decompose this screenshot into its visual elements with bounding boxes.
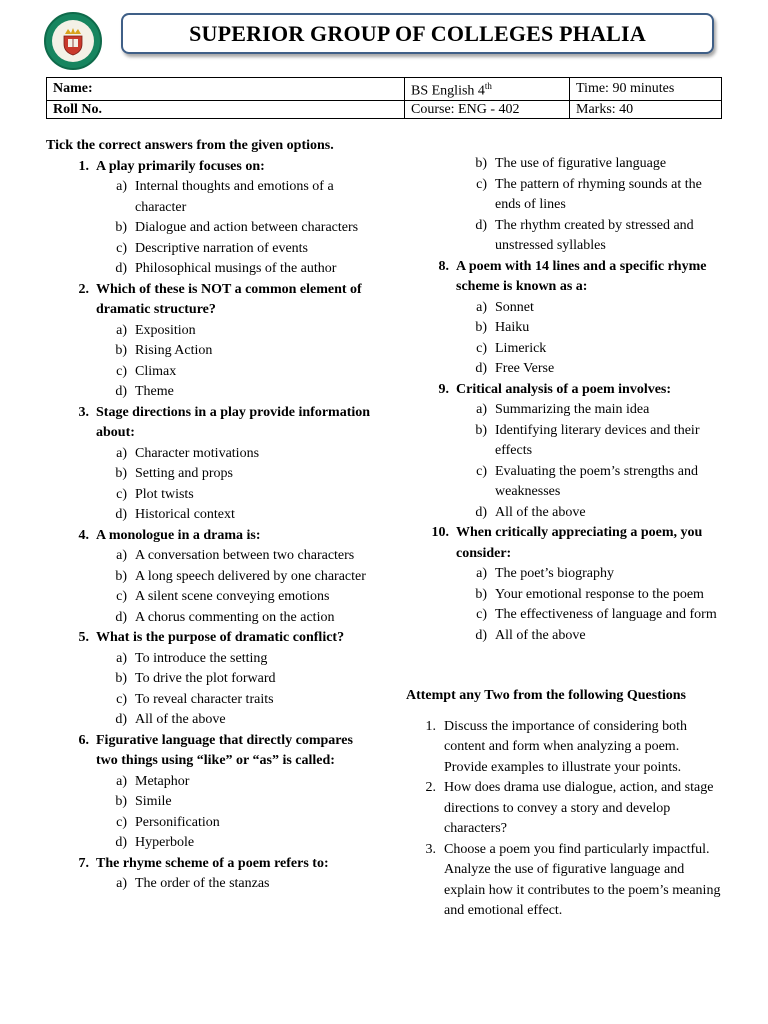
question-text: When critically appreciating a poem, you consider: bbox=[456, 525, 703, 561]
mcq-instruction: Tick the correct answers from the given options. bbox=[46, 138, 334, 153]
option-text: Climax bbox=[135, 363, 177, 379]
option-text: Exposition bbox=[135, 322, 196, 338]
option-letter: b) bbox=[115, 568, 127, 584]
option-letter: b) bbox=[475, 320, 487, 335]
college-logo bbox=[44, 12, 102, 70]
option-letter: d) bbox=[475, 361, 487, 376]
question-number: 5. bbox=[78, 630, 89, 645]
option-b[interactable] bbox=[46, 464, 376, 485]
question-number: 2. bbox=[78, 281, 89, 297]
option-text: The effectiveness of language and form bbox=[495, 607, 717, 622]
option-letter: d) bbox=[475, 504, 487, 520]
course-text: Course: ENG - 402 bbox=[411, 101, 520, 117]
option-text: A long speech delivered by one character bbox=[135, 568, 366, 584]
question-10 bbox=[406, 523, 726, 646]
option-a[interactable] bbox=[46, 546, 376, 567]
marks-cell bbox=[570, 100, 722, 118]
roll-cell[interactable] bbox=[47, 100, 405, 118]
option-letter: a) bbox=[476, 299, 487, 315]
option-a[interactable] bbox=[46, 649, 376, 670]
option-a[interactable] bbox=[406, 564, 726, 585]
question-text: What is the purpose of dramatic conflict? bbox=[96, 630, 345, 645]
option-d[interactable] bbox=[46, 382, 376, 403]
option-text: Rising Action bbox=[135, 343, 213, 358]
option-text: Descriptive narration of events bbox=[135, 240, 308, 256]
option-text: Evaluating the poem’s strengths and weaknesses bbox=[495, 463, 698, 499]
student-info-table bbox=[46, 77, 722, 119]
option-text: Your emotional response to the poem bbox=[495, 586, 704, 602]
option-text: Metaphor bbox=[135, 773, 190, 789]
option-letter: b) bbox=[115, 794, 127, 809]
option-c[interactable] bbox=[46, 690, 376, 711]
question-number: 7. bbox=[78, 855, 89, 871]
option-text: All of the above bbox=[495, 627, 586, 643]
option-letter: a) bbox=[116, 650, 127, 666]
option-text: The poet’s biography bbox=[495, 566, 614, 581]
time-text: Time: 90 minutes bbox=[576, 81, 675, 97]
option-text: A silent scene conveying emotions bbox=[135, 589, 330, 604]
option-letter: a) bbox=[476, 402, 487, 417]
question-text: Stage directions in a play provide information about: bbox=[96, 404, 371, 440]
option-b[interactable] bbox=[46, 341, 376, 362]
name-label: Name: bbox=[53, 81, 93, 97]
option-d[interactable] bbox=[46, 259, 376, 280]
marks-text: Marks: 40 bbox=[576, 101, 634, 117]
option-letter: c) bbox=[476, 340, 487, 356]
info-row-1 bbox=[47, 78, 722, 101]
option-text: Free Verse bbox=[495, 361, 555, 376]
option-b[interactable] bbox=[406, 154, 726, 175]
option-text: Sonnet bbox=[495, 299, 534, 315]
option-text: Simile bbox=[135, 794, 172, 809]
option-text: Personification bbox=[135, 814, 220, 830]
option-letter: a) bbox=[116, 179, 127, 194]
header-banner bbox=[121, 13, 714, 54]
option-c[interactable] bbox=[406, 605, 726, 626]
long-questions-list bbox=[406, 717, 726, 922]
option-letter: b) bbox=[115, 343, 127, 358]
long-question-text: How does drama use dialogue, action, and stage directions to convey a story and develop characters? bbox=[444, 780, 714, 836]
question-number: 8. bbox=[438, 258, 449, 274]
option-c[interactable] bbox=[46, 813, 376, 834]
option-letter: d) bbox=[475, 627, 487, 643]
option-c[interactable] bbox=[46, 485, 376, 506]
course-cell bbox=[405, 100, 570, 118]
option-d[interactable] bbox=[406, 503, 726, 524]
option-letter: c) bbox=[116, 363, 127, 379]
option-letter: b) bbox=[475, 422, 487, 438]
question-number: 3. bbox=[78, 404, 89, 420]
option-letter: b) bbox=[115, 220, 127, 235]
option-text: Hyperbole bbox=[135, 835, 195, 850]
question-text: Critical analysis of a poem involves: bbox=[456, 381, 672, 397]
long-question-number: 2. bbox=[425, 780, 436, 795]
question-6 bbox=[46, 731, 376, 854]
option-text: All of the above bbox=[135, 712, 226, 727]
option-b[interactable] bbox=[46, 567, 376, 588]
option-text: Setting and props bbox=[135, 466, 233, 481]
option-letter: d) bbox=[115, 835, 127, 850]
option-letter: d) bbox=[115, 609, 127, 625]
question-text: A monologue in a drama is: bbox=[96, 527, 261, 543]
long-question-2 bbox=[406, 778, 726, 840]
right-column bbox=[406, 154, 726, 922]
option-letter: d) bbox=[475, 217, 487, 233]
option-text: Summarizing the main idea bbox=[495, 402, 650, 417]
option-letter: c) bbox=[476, 463, 487, 479]
option-text: The use of figurative language bbox=[495, 156, 667, 171]
option-b[interactable] bbox=[406, 318, 726, 339]
question-number: 4. bbox=[78, 527, 89, 543]
option-letter: c) bbox=[116, 589, 127, 604]
option-text: Limerick bbox=[495, 340, 547, 356]
option-text: Historical context bbox=[135, 507, 235, 522]
program-superscript: th bbox=[484, 81, 492, 91]
question-number: 1. bbox=[78, 158, 89, 174]
option-letter: b) bbox=[475, 586, 487, 602]
option-text: Philosophical musings of the author bbox=[135, 261, 337, 276]
option-d[interactable] bbox=[46, 833, 376, 854]
option-text: The pattern of rhyming sounds at the ends of lines bbox=[495, 176, 702, 212]
option-b[interactable] bbox=[406, 585, 726, 606]
question-text: A poem with 14 lines and a specific rhyme scheme is known as a: bbox=[456, 258, 707, 294]
option-text: To introduce the setting bbox=[135, 650, 268, 666]
long-question-3 bbox=[406, 840, 726, 922]
long-question-number: 1. bbox=[425, 718, 436, 734]
option-d[interactable] bbox=[406, 626, 726, 647]
question-text: Which of these is NOT a common element of dramatic structure? bbox=[96, 281, 362, 317]
question-number: 10. bbox=[431, 525, 449, 540]
option-text: Theme bbox=[135, 384, 174, 399]
option-text: Plot twists bbox=[135, 486, 194, 502]
option-a[interactable] bbox=[406, 298, 726, 319]
question-3 bbox=[46, 403, 376, 526]
option-d[interactable] bbox=[406, 359, 726, 380]
left-column bbox=[46, 136, 376, 895]
option-text: All of the above bbox=[495, 504, 586, 520]
option-text: To reveal character traits bbox=[135, 691, 274, 707]
college-title: SUPERIOR GROUP OF COLLEGES PHALIA bbox=[189, 20, 646, 46]
question-9 bbox=[406, 380, 726, 524]
option-d[interactable] bbox=[46, 608, 376, 629]
long-question-1 bbox=[406, 717, 726, 779]
option-letter: a) bbox=[116, 445, 127, 461]
question-8 bbox=[406, 257, 726, 380]
option-letter: d) bbox=[115, 507, 127, 522]
option-c[interactable] bbox=[406, 339, 726, 360]
option-letter: b) bbox=[475, 156, 487, 171]
option-letter: c) bbox=[116, 691, 127, 707]
long-question-text: Discuss the importance of considering both content and form when analyzing a poem. Provide examples to illustrate your points. bbox=[444, 718, 688, 775]
option-text: Dialogue and action between characters bbox=[135, 220, 359, 235]
option-text: Identifying literary devices and their effects bbox=[495, 422, 700, 458]
question-number: 6. bbox=[78, 732, 89, 748]
option-letter: d) bbox=[115, 261, 127, 276]
option-c[interactable] bbox=[406, 462, 726, 503]
option-b[interactable] bbox=[46, 218, 376, 239]
option-text: A chorus commenting on the action bbox=[135, 609, 335, 625]
option-letter: a) bbox=[116, 773, 127, 789]
option-a[interactable] bbox=[406, 400, 726, 421]
crest-icon bbox=[61, 26, 85, 56]
question-2 bbox=[46, 280, 376, 403]
question-text: A play primarily focuses on: bbox=[96, 158, 265, 174]
long-questions-instruction: Attempt any Two from the following Questions bbox=[406, 688, 686, 703]
option-letter: d) bbox=[115, 384, 127, 399]
option-letter: b) bbox=[115, 671, 127, 686]
question-4 bbox=[46, 526, 376, 629]
option-text: The order of the stanzas bbox=[135, 876, 270, 891]
option-text: The rhythm created by stressed and unstressed syllables bbox=[495, 217, 694, 253]
program-text: BS English 4 bbox=[411, 83, 485, 99]
option-a[interactable] bbox=[46, 444, 376, 465]
long-question-text: Choose a poem you find particularly impactful. Analyze the use of figurative language and explain how it contributes to the poem’s meaning and emotional effect. bbox=[444, 841, 721, 918]
option-a[interactable] bbox=[46, 321, 376, 342]
name-cell[interactable] bbox=[47, 78, 405, 101]
option-letter: c) bbox=[476, 607, 487, 622]
question-7-continued bbox=[406, 154, 726, 257]
option-letter: d) bbox=[115, 712, 127, 727]
question-text: Figurative language that directly compares two things using “like” or “as” is called: bbox=[96, 732, 353, 768]
option-letter: a) bbox=[116, 876, 127, 891]
option-text: A conversation between two characters bbox=[135, 548, 355, 563]
option-text: Character motivations bbox=[135, 445, 260, 461]
option-a[interactable] bbox=[46, 772, 376, 793]
question-7 bbox=[46, 854, 376, 895]
option-d[interactable] bbox=[46, 505, 376, 526]
option-letter: a) bbox=[116, 322, 127, 338]
option-letter: b) bbox=[115, 466, 127, 481]
roll-label: Roll No. bbox=[53, 101, 102, 117]
option-text: To drive the plot forward bbox=[135, 671, 276, 686]
option-text: Internal thoughts and emotions of a character bbox=[135, 179, 334, 215]
option-letter: a) bbox=[116, 548, 127, 563]
option-letter: a) bbox=[476, 566, 487, 581]
option-letter: c) bbox=[476, 176, 487, 192]
option-a[interactable] bbox=[46, 874, 376, 895]
option-c[interactable] bbox=[46, 587, 376, 608]
option-d[interactable] bbox=[46, 710, 376, 731]
option-b[interactable] bbox=[46, 669, 376, 690]
option-text: Haiku bbox=[495, 320, 530, 335]
option-c[interactable] bbox=[46, 239, 376, 260]
option-c[interactable] bbox=[46, 362, 376, 383]
program-cell bbox=[405, 78, 570, 101]
question-text: The rhyme scheme of a poem refers to: bbox=[96, 855, 329, 871]
option-c[interactable] bbox=[406, 175, 726, 216]
question-number: 9. bbox=[438, 381, 449, 397]
question-5 bbox=[46, 628, 376, 731]
option-d[interactable] bbox=[406, 216, 726, 257]
option-a[interactable] bbox=[46, 177, 376, 218]
option-letter: c) bbox=[116, 486, 127, 502]
long-question-number: 3. bbox=[425, 841, 436, 857]
option-b[interactable] bbox=[46, 792, 376, 813]
option-b[interactable] bbox=[406, 421, 726, 462]
time-cell bbox=[570, 78, 722, 101]
info-row-2 bbox=[47, 100, 722, 118]
option-letter: c) bbox=[116, 240, 127, 256]
option-letter: c) bbox=[116, 814, 127, 830]
question-1 bbox=[46, 157, 376, 280]
